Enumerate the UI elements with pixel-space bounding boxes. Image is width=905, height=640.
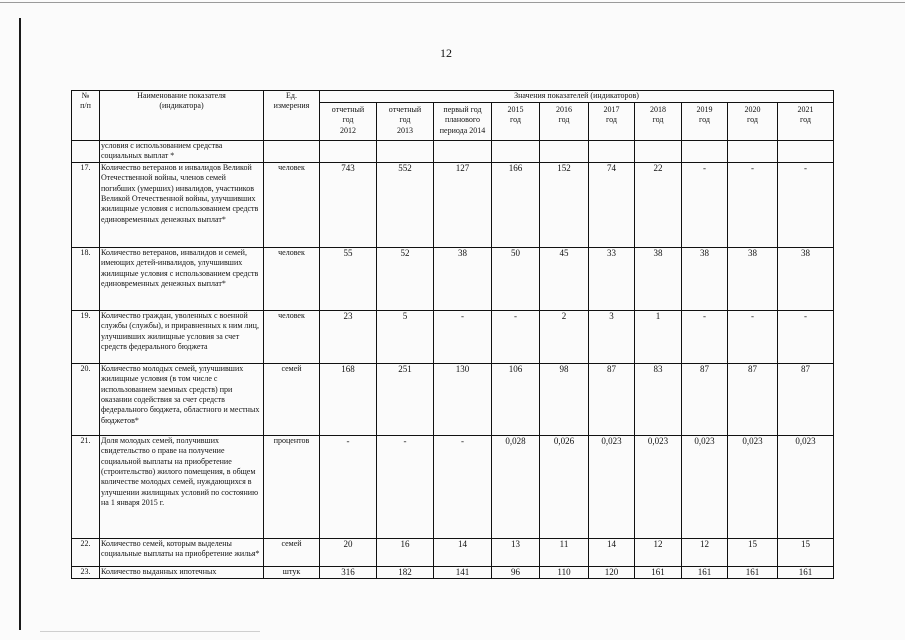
value-cell: 161 [778,566,834,578]
value-cell [320,141,377,163]
table-body [72,141,834,579]
value-cell: 106 [492,363,540,435]
value-cell [682,141,728,163]
header-year-8: 2020 год [728,103,778,141]
value-cell: 0,023 [589,435,635,538]
value-cell: 110 [540,566,589,578]
value-cell: 2 [540,310,589,363]
page-left-margin-line [19,18,21,630]
header-year-1: отчетный год 2013 [377,103,434,141]
header-year-0: отчетный год 2012 [320,103,377,141]
value-cell [778,141,834,163]
header-row-number: № п/п [72,91,100,141]
header-values-group: Значения показателей (индикаторов) [320,91,834,103]
value-cell: 141 [434,566,492,578]
value-cell: 38 [682,247,728,310]
value-cell: 0,023 [682,435,728,538]
value-cell: 12 [635,538,682,566]
row-number: 19. [72,310,100,363]
value-cell: 552 [377,162,434,247]
value-cell: 743 [320,162,377,247]
header-year-7: 2019 год [682,103,728,141]
value-cell: 15 [778,538,834,566]
row-number: 18. [72,247,100,310]
value-cell: 0,026 [540,435,589,538]
unit-of-measure: человек [264,310,320,363]
value-cell: 12 [682,538,728,566]
row-number: 17. [72,162,100,247]
value-cell [434,141,492,163]
unit-of-measure: штук [264,566,320,578]
value-cell: 182 [377,566,434,578]
value-cell [635,141,682,163]
value-cell: 15 [728,538,778,566]
value-cell: 13 [492,538,540,566]
header-year-6: 2018 год [635,103,682,141]
row-number: 21. [72,435,100,538]
value-cell: - [682,162,728,247]
value-cell: 83 [635,363,682,435]
table-row [72,141,834,163]
value-cell: 130 [434,363,492,435]
value-cell: 38 [728,247,778,310]
indicator-name: Количество ветеранов, инвалидов и семей, имеющих детей-инвалидов, улучшивших жилищные условия с использованием средств единовременных денежных выплат* [100,247,264,310]
value-cell: 38 [778,247,834,310]
table-row [72,310,834,363]
value-cell: - [492,310,540,363]
value-cell: 11 [540,538,589,566]
value-cell: - [728,310,778,363]
value-cell: 38 [434,247,492,310]
value-cell: 0,023 [635,435,682,538]
value-cell: 55 [320,247,377,310]
value-cell: 127 [434,162,492,247]
indicator-table [71,90,834,579]
value-cell: 33 [589,247,635,310]
unit-of-measure: семей [264,538,320,566]
indicator-name: Количество ветеранов и инвалидов Великой Отечественной войны, членов семей погибших (умерших) инвалидов, участников Великой Отечественной войны, улучшивших жилищные условия с использованием средств единовременных денежных выплат* [100,162,264,247]
table-row [72,363,834,435]
value-cell: - [377,435,434,538]
value-cell: 87 [682,363,728,435]
page-number: 12 [440,46,452,60]
value-cell: 166 [492,162,540,247]
value-cell [589,141,635,163]
header-year-3: 2015 год [492,103,540,141]
value-cell: 0,028 [492,435,540,538]
value-cell: - [682,310,728,363]
page-top-rule [0,2,905,3]
value-cell: 316 [320,566,377,578]
value-cell: 87 [778,363,834,435]
value-cell: 96 [492,566,540,578]
row-number [72,141,100,163]
table-row [72,566,834,578]
value-cell: 45 [540,247,589,310]
indicator-name: Количество молодых семей, улучшивших жилищные условия (в том числе с использованием заемных средств) при оказании содействия за счет средств федерального бюджета, областного и местных бюджетов* [100,363,264,435]
value-cell: 23 [320,310,377,363]
table-row [72,538,834,566]
value-cell: 38 [635,247,682,310]
value-cell: 14 [434,538,492,566]
row-number: 20. [72,363,100,435]
value-cell: 22 [635,162,682,247]
header-indicator-name: Наименование показателя (индикатора) [100,91,264,141]
value-cell: 5 [377,310,434,363]
value-cell [540,141,589,163]
value-cell: 168 [320,363,377,435]
value-cell: 98 [540,363,589,435]
unit-of-measure: человек [264,162,320,247]
value-cell: - [320,435,377,538]
unit-of-measure [264,141,320,163]
value-cell: 0,023 [778,435,834,538]
unit-of-measure: процентов [264,435,320,538]
value-cell: 161 [682,566,728,578]
value-cell: 16 [377,538,434,566]
row-number: 22. [72,538,100,566]
value-cell: 3 [589,310,635,363]
value-cell: 20 [320,538,377,566]
table-row [72,247,834,310]
value-cell [377,141,434,163]
value-cell: 74 [589,162,635,247]
value-cell: 14 [589,538,635,566]
indicator-name: Количество граждан, уволенных с военной службы (службы), и приравненных к ним лиц, улучшивших жилищные условия за счет средств федерального бюджета [100,310,264,363]
header-unit: Ед. измерения [264,91,320,141]
table-row [72,435,834,538]
value-cell: 0,023 [728,435,778,538]
value-cell: - [778,310,834,363]
value-cell: 52 [377,247,434,310]
value-cell: - [434,310,492,363]
header-year-4: 2016 год [540,103,589,141]
row-number: 23. [72,566,100,578]
value-cell: 1 [635,310,682,363]
indicator-name: условия с использованием средства социальных выплат * [100,141,264,163]
value-cell: 120 [589,566,635,578]
value-cell: 87 [589,363,635,435]
header-year-5: 2017 год [589,103,635,141]
header-year-2: первый год планового периода 2014 [434,103,492,141]
value-cell: 161 [635,566,682,578]
value-cell: 251 [377,363,434,435]
value-cell: - [728,162,778,247]
value-cell: 50 [492,247,540,310]
unit-of-measure: человек [264,247,320,310]
value-cell [492,141,540,163]
value-cell: 161 [728,566,778,578]
value-cell: 152 [540,162,589,247]
table-row [72,162,834,247]
indicator-name: Количество семей, которым выделены социальные выплаты на приобретение жилья* [100,538,264,566]
header-year-9: 2021 год [778,103,834,141]
scan-artifact-line [40,631,260,632]
value-cell: - [778,162,834,247]
value-cell: - [434,435,492,538]
value-cell [728,141,778,163]
indicator-name: Количество выданных ипотечных [100,566,264,578]
unit-of-measure: семей [264,363,320,435]
indicator-name: Доля молодых семей, получивших свидетельство о праве на получение социальной выплаты на приобретение (строительство) жилого помещения, в общем количестве молодых семей, нуждающихся в улучшении жилищных условий по состоянию на 1 января 2015 г. [100,435,264,538]
value-cell: 87 [728,363,778,435]
